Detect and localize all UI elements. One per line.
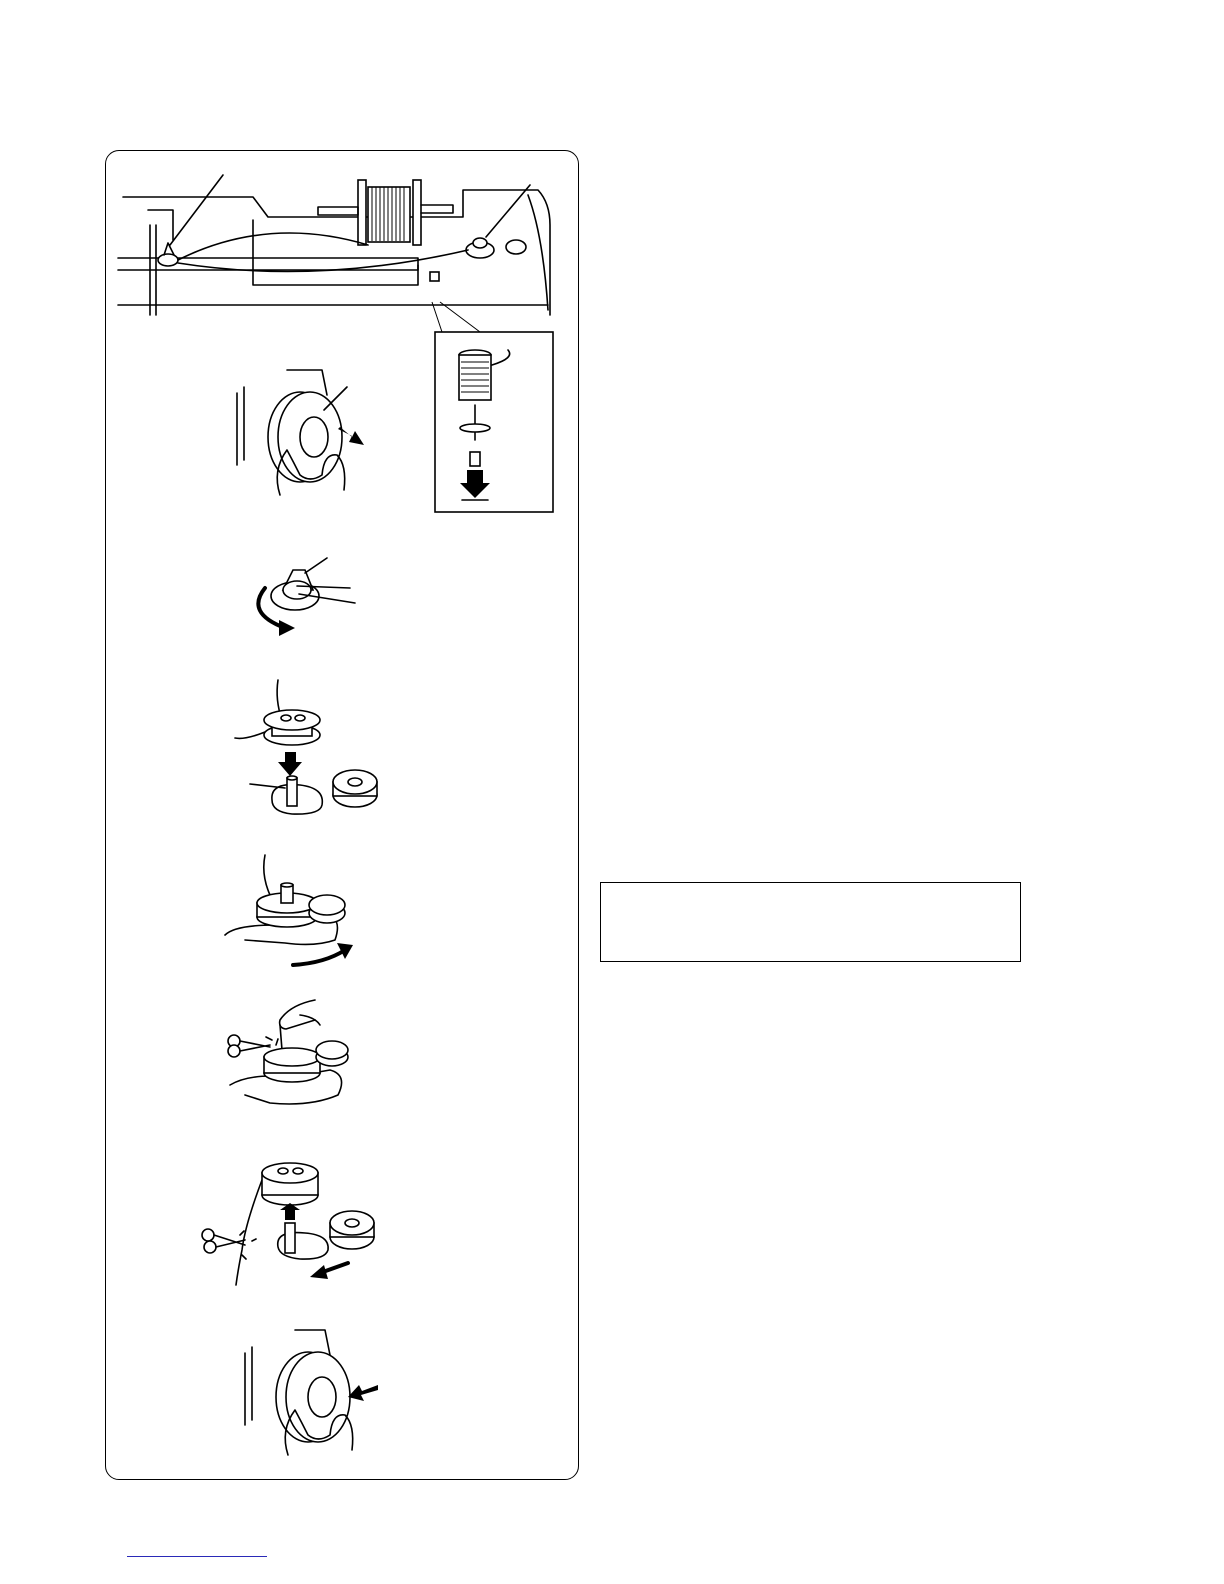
handwheel-pull-out-icon bbox=[232, 365, 382, 510]
spool-pin-disc-detail-icon bbox=[420, 280, 560, 515]
note-box bbox=[600, 882, 1021, 962]
footer-rule bbox=[127, 1556, 267, 1557]
handwheel-push-in-icon bbox=[240, 1325, 390, 1470]
push-winder-right-icon bbox=[225, 855, 365, 970]
bobbin-on-spindle-icon bbox=[230, 680, 385, 820]
bobbin-winder-tension-disc-icon bbox=[245, 558, 360, 640]
trim-thread-tail-icon bbox=[220, 995, 370, 1110]
remove-bobbin-icon bbox=[200, 1155, 385, 1290]
